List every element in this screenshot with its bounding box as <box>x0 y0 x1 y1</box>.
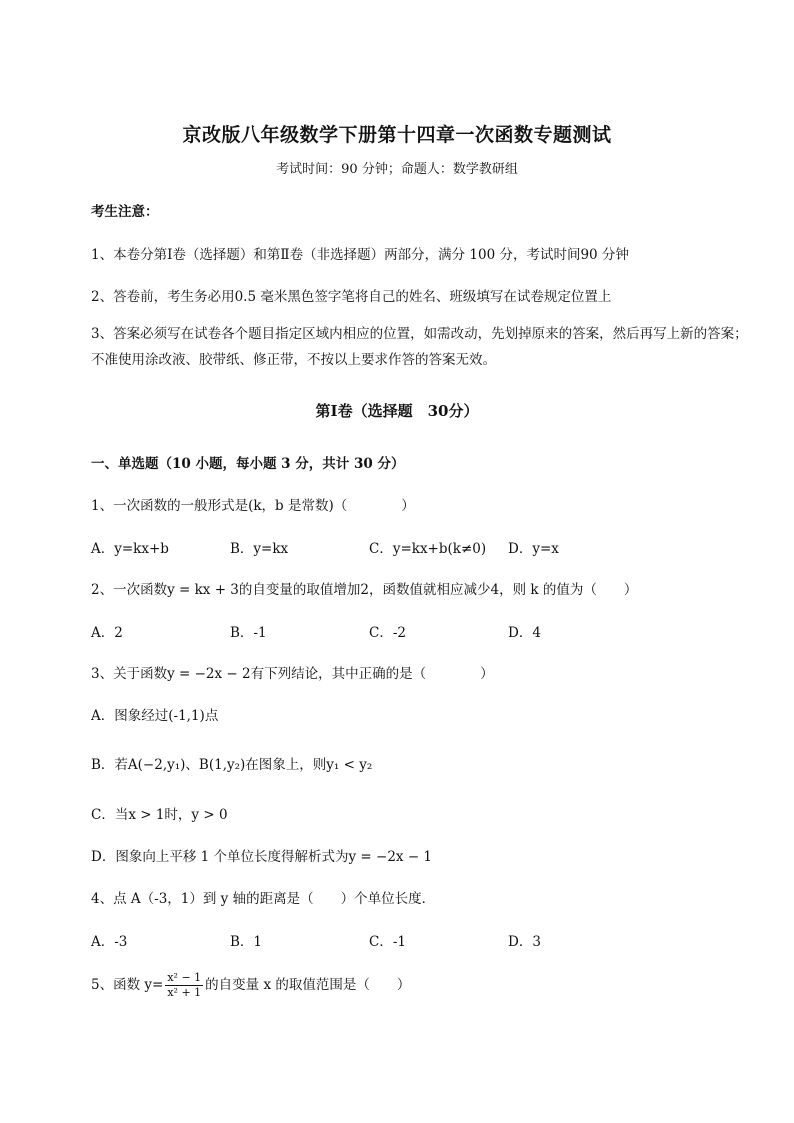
notice-heading: 考生注意： <box>91 204 159 220</box>
fraction-numerator: x² − 1 <box>167 971 202 984</box>
notice-item: 3、答案必须写在试卷各个题目指定区域内相应的位置，如需改动，先划掉原来的答案，然后再写上新的答案；不准使用涂改液、胶带纸、修正带，不按以上要求作答的答案无效。 <box>91 326 748 368</box>
option-a: A．图象经过(-1,1)点 <box>91 708 219 724</box>
option-b: B．若A(−2,y₁)、B(1,y₂)在图象上，则y₁ < y₂ <box>91 757 373 773</box>
page-subtitle: 考试时间：90 分钟；命题人：数学教研组 <box>276 162 518 177</box>
option-c: C．-1 <box>369 934 406 950</box>
option-d: D．图象向上平移 1 个单位长度得解析式为y = −2x − 1 <box>91 849 433 865</box>
question-stem: 3、关于函数y = −2x − 2有下列结论，其中正确的是（ ） <box>91 666 494 682</box>
option-d: D．3 <box>508 934 541 950</box>
option-c: C．当x > 1时，y > 0 <box>91 807 228 823</box>
question-stem: 4、点 A（-3，1）到 y 轴的距离是（ ）个单位长度． <box>91 891 436 907</box>
option-a: A．-3 <box>91 934 128 950</box>
fraction-denominator: x² + 1 <box>167 986 202 999</box>
part-heading: 一、单选题（10 小题，每小题 3 分，共计 30 分） <box>91 456 405 472</box>
option-b: B．-1 <box>230 625 267 641</box>
section-title: 第Ⅰ卷（选择题 30分） <box>315 402 479 420</box>
option-a: A．y=kx+b <box>91 541 169 557</box>
page-title: 京改版八年级数学下册第十四章一次函数专题测试 <box>182 124 612 146</box>
notice-item: 1、本卷分第Ⅰ卷（选择题）和第Ⅱ卷（非选择题）两部分，满分 100 分，考试时间90 分钟 <box>91 247 629 263</box>
option-a: A．2 <box>91 625 123 641</box>
notice-item: 2、答卷前，考生务必用0.5 毫米黑色签字笔将自己的姓名、班级填写在试卷规定位置上 <box>91 289 612 305</box>
option-b: B．y=kx <box>230 541 289 557</box>
option-c: C．-2 <box>369 625 406 641</box>
option-d: D．y=x <box>508 541 559 557</box>
question-stem-post: 的自变量 x 的取值范围是（ ） <box>205 977 411 993</box>
option-c: C．y=kx+b(k≠0) <box>369 541 487 557</box>
question-stem: 1、一次函数的一般形式是(k，b 是常数)（ ） <box>91 498 415 514</box>
question-stem-pre: 5、函数 y= <box>91 977 164 993</box>
option-b: B．1 <box>230 934 263 950</box>
option-d: D．4 <box>508 625 541 641</box>
question-stem <box>91 970 410 1000</box>
fraction <box>165 971 203 1000</box>
question-stem: 2、一次函数y = kx + 3的自变量的取值增加2，函数值就相应减少4，则 k 的值为（ ） <box>91 582 638 598</box>
